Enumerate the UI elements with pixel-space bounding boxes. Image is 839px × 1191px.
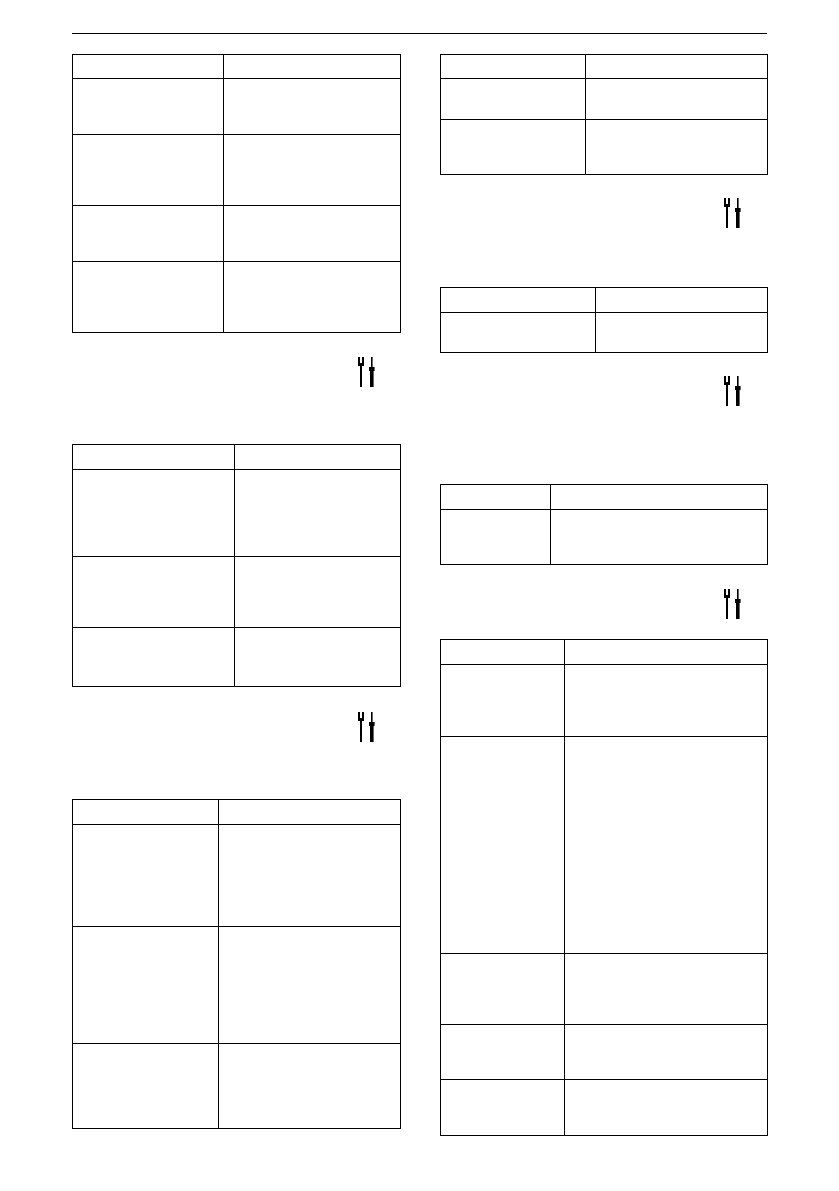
spec-table-1 xyxy=(72,54,401,333)
table-cell xyxy=(586,120,768,175)
table-cell xyxy=(441,640,565,665)
spec-table-4 xyxy=(440,54,768,175)
table-cell xyxy=(596,313,768,353)
table-row xyxy=(73,79,401,135)
table-cell xyxy=(441,737,565,954)
table-cell xyxy=(224,135,401,206)
table-row xyxy=(441,510,768,565)
table-cell xyxy=(73,79,224,135)
table-cell xyxy=(441,79,586,120)
table-cell xyxy=(441,485,551,510)
table-cell xyxy=(224,262,401,333)
table-cell xyxy=(224,79,401,135)
table-row xyxy=(441,1080,768,1136)
table-cell xyxy=(73,445,235,470)
wrench-screwdriver-icon xyxy=(356,357,378,387)
table-cell xyxy=(441,55,586,79)
table-row xyxy=(73,927,401,1044)
table-cell xyxy=(73,55,224,79)
table-header-row xyxy=(441,55,768,79)
table-row xyxy=(73,825,401,927)
table-cell xyxy=(73,628,235,687)
table-cell xyxy=(219,1044,401,1129)
table-row xyxy=(441,954,768,1025)
table-cell xyxy=(586,55,768,79)
table-cell xyxy=(73,825,219,927)
wrench-screwdriver-icon xyxy=(722,376,744,406)
table-cell xyxy=(441,1025,565,1080)
table-cell xyxy=(235,470,401,557)
table-cell xyxy=(235,628,401,687)
table-row xyxy=(73,470,401,557)
table-cell xyxy=(235,445,401,470)
table-cell xyxy=(551,485,768,510)
table-cell xyxy=(219,800,401,825)
table-row xyxy=(73,1044,401,1129)
table-cell xyxy=(565,737,768,954)
table-cell xyxy=(441,1080,565,1136)
table-cell xyxy=(73,557,235,628)
spec-table-3 xyxy=(72,799,401,1129)
table-cell xyxy=(73,800,219,825)
table-row xyxy=(73,135,401,206)
table-cell xyxy=(73,135,224,206)
table-cell xyxy=(441,954,565,1025)
table-cell xyxy=(73,470,235,557)
table-cell xyxy=(565,1080,768,1136)
table-cell xyxy=(565,954,768,1025)
table-cell xyxy=(219,825,401,927)
wrench-screwdriver-icon xyxy=(722,589,744,619)
table-header-row xyxy=(73,445,401,470)
wrench-screwdriver-icon xyxy=(722,198,744,228)
spec-table-7 xyxy=(440,639,768,1136)
table-cell xyxy=(73,262,224,333)
table-cell xyxy=(219,927,401,1044)
table-cell xyxy=(565,1025,768,1080)
table-cell xyxy=(73,206,224,262)
table-row xyxy=(441,120,768,175)
table-cell xyxy=(596,288,768,313)
table-header-row xyxy=(441,288,768,313)
table-cell xyxy=(441,120,586,175)
table-cell xyxy=(224,206,401,262)
spec-table-2 xyxy=(72,444,401,687)
table-cell xyxy=(441,665,565,737)
table-cell xyxy=(441,313,596,353)
table-header-row xyxy=(441,640,768,665)
table-cell xyxy=(73,1044,219,1129)
table-header-row xyxy=(441,485,768,510)
table-row xyxy=(441,665,768,737)
table-cell xyxy=(441,510,551,565)
table-cell xyxy=(551,510,768,565)
table-cell xyxy=(565,665,768,737)
table-row xyxy=(441,313,768,353)
table-row xyxy=(441,1025,768,1080)
table-header-row xyxy=(73,55,401,79)
table-cell xyxy=(235,557,401,628)
table-row xyxy=(73,206,401,262)
table-cell xyxy=(586,79,768,120)
header-rule xyxy=(72,33,767,34)
table-row xyxy=(441,737,768,954)
spec-table-5 xyxy=(440,287,768,353)
table-row xyxy=(73,262,401,333)
spec-table-6 xyxy=(440,484,768,565)
table-cell xyxy=(441,288,596,313)
wrench-screwdriver-icon xyxy=(356,712,378,742)
table-cell xyxy=(73,927,219,1044)
table-header-row xyxy=(73,800,401,825)
table-row xyxy=(73,557,401,628)
table-cell xyxy=(565,640,768,665)
table-cell xyxy=(224,55,401,79)
table-row xyxy=(441,79,768,120)
table-row xyxy=(73,628,401,687)
